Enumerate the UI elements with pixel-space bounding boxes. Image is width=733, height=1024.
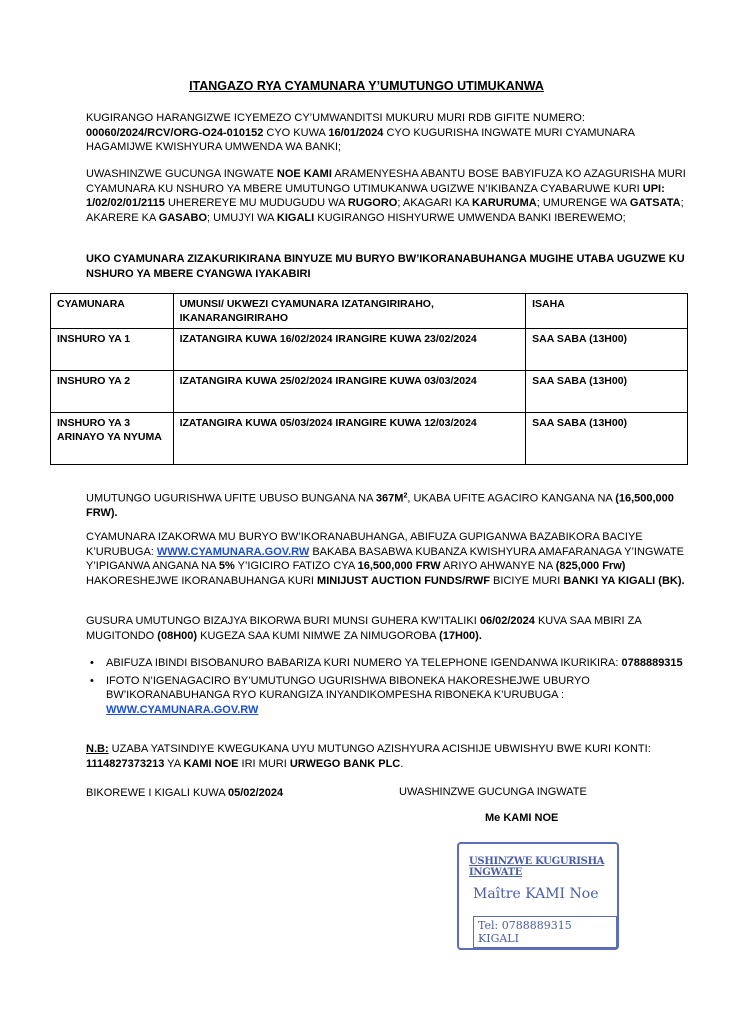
cyamunara-link[interactable]: WWW.CYAMUNARA.GOV.RW	[106, 703, 259, 716]
cyamunara-link[interactable]: WWW.CYAMUNARA.GOV.RW	[156, 545, 310, 558]
paragraph-property-value: UMUTUNGO UGURISHWA UFITE UBUSO BUNGANA NA $367M^2$, UKABA UFITE AGACIRO KANGANA NA (16,500,000 FRW).	[86, 492, 674, 520]
paragraph-decision: KUGIRANGO HARANGIZWE ICYEMEZO CY’UMWANDITSI MUKURU MURI RDB GIFITE NUMERO: 00060/2024/RCV/ORG-O24-010152 CYO KUWA 16/01/2024 CYO KUGURISHA INGWATE MURI CYAMUNARA HAGAMIJWE KWISHYURA UMWENDA WA BANKI;	[86, 112, 635, 153]
paragraph-announcement: UWASHINZWE GUCUNGA INGWATE NOE KAMI ARAMENYESHA ABANTU BOSE BABYIFUZA KO AZAGURISHA MURI CYAMUNARA KU NSHURO YA MBERE UMUTUNGO UTIMUKANWA UGIZWE N’IKIBANZA CYABARUWE KURI UPI: 1/02/02/01/2115 UHEREREYE MU MUDUGUDU WA RUGORO; AKAGARI KA KARURUMA; UMURENGE WA GATSATA; AKARERE KA GASABO; UMUJYI WA KIGALI KUGIRANGO HISHYURWE UMWENDA BANKI IBEREWEMO;	[86, 168, 686, 224]
paragraph-bidding: CYAMUNARA IZAKORWA MU BURYO BW’IKORANABUHANGA, ABIFUZA GUPIGANWA BAZABIKORA BACIYE K’URUBUGA: WWW.CYAMUNARA.GOV.RW BAKABA BASABWA KUBANZA KWISHYURA AMAFARANAGA Y’INGWATE Y’IPIGANWA ANGANA NA 5% Y’IGICIRO FATIZO CYA 16,500,000 FRW ARIYO AHWANYE NA (825,000 Frw) HAKORESHEJWE IKORANABUHANGA KURI MINIJUST AUCTION FUNDS/RWF BICIYE MURI BANKI YA KIGALI (BK).	[86, 531, 685, 587]
table-cell: INSHURO YA 2	[51, 371, 174, 413]
signatory-role: UWASHINZWE GUCUNGA INGWATE	[399, 786, 587, 798]
decision-number: 00060/2024/RCV/ORG-O24-010152	[86, 126, 264, 139]
info-bullet-list	[90, 656, 690, 720]
list-item: • ABIFUZA IBINDI BISOBANURO BABARIZA KURI NUMERO YA TELEPHONE IGENDANWA IKURIKIRA: 0788889315	[90, 656, 690, 671]
table-cell: SAA SABA (13H00)	[526, 329, 688, 371]
paragraph-visits: GUSURA UMUTUNGO BIZAJYA BIKORWA BURI MUNSI GUHERA KW’ITALIKI 06/02/2024 KUVA SAA MBIRI ZA MUGITONDO (08H00) KUGEZA SAA KUMI NIMWE ZA NIMUGOROBA (17H00).	[86, 615, 642, 642]
note-label: N.B:	[86, 743, 109, 755]
table-cell: IZATANGIRA KUWA 16/02/2024 IRANGIRE KUWA 23/02/2024	[173, 329, 526, 371]
table-cell: SAA SABA (13H00)	[526, 371, 688, 413]
paragraph-note: N.B: UZABA YATSINDIYE KWEGUKANA UYU MUTUNGO AZISHYURA ACISHIJE UBWISHYU BWE KURI KONTI: 1114827373213 YA KAMI NOE IRI MURI URWEGO BANK PLC.	[86, 743, 651, 770]
table-header-row	[51, 294, 688, 329]
signatory-name: Me KAMI NOE	[485, 812, 559, 824]
account-number: 1114827373213	[86, 757, 165, 770]
official-stamp	[457, 842, 619, 950]
stamp-name: Maître KAMI Noe	[473, 886, 599, 902]
table-header-cell: ISAHA	[526, 294, 688, 329]
list-item: • IFOTO N’IGENAGACIRO BY’UMUTUNGO UGURISHWA BIBONEKA HAKORESHEJWE UBURYO BW’IKORANABUHANGA RYO KURANGIZA INYANDIKOMPESHA RIBONEKA K’URUBUGA : WWW.CYAMUNARA.GOV.RW	[90, 674, 690, 718]
table-cell: SAA SABA (13H00)	[526, 413, 688, 465]
table-cell: IZATANGIRA KUWA 05/03/2024 IRANGIRE KUWA 12/03/2024	[173, 413, 526, 465]
table-header-cell: UMUNSI/ UKWEZI CYAMUNARA IZATANGIRIRAHO, IKANARANGIRIRAHO	[173, 294, 526, 329]
stamp-title: USHINZWE KUGURISHA INGWATE	[469, 856, 605, 878]
signing-place-date: BIKOREWE I KIGALI KUWA 05/02/2024	[86, 787, 284, 799]
paragraph-schedule-intro: UKO CYAMUNARA ZIZAKURIKIRANA BINYUZE MU BURYO BW’IKORANABUHANGA MUGIHE UTABA UGUZWE KU NSHURO YA MBERE CYANGWA IYAKABIRI	[86, 253, 685, 280]
phone-number: 0788889315	[621, 657, 683, 669]
stamp-phone: Tel: 0788889315 KIGALI	[473, 916, 617, 948]
table-cell: INSHURO YA 3 ARINAYO YA NYUMA	[51, 413, 174, 465]
document-title: ITANGAZO RYA CYAMUNARA Y’UMUTUNGO UTIMUKANWA	[189, 79, 544, 93]
table-row	[51, 371, 688, 413]
decision-date: 16/01/2024	[328, 126, 384, 139]
table-row	[51, 329, 688, 371]
table-cell: IZATANGIRA KUWA 25/02/2024 IRANGIRE KUWA 03/03/2024	[173, 371, 526, 413]
table-header-cell: CYAMUNARA	[51, 294, 174, 329]
table-cell: INSHURO YA 1	[51, 329, 174, 371]
table-row	[51, 413, 688, 465]
auction-schedule-table	[50, 293, 688, 465]
